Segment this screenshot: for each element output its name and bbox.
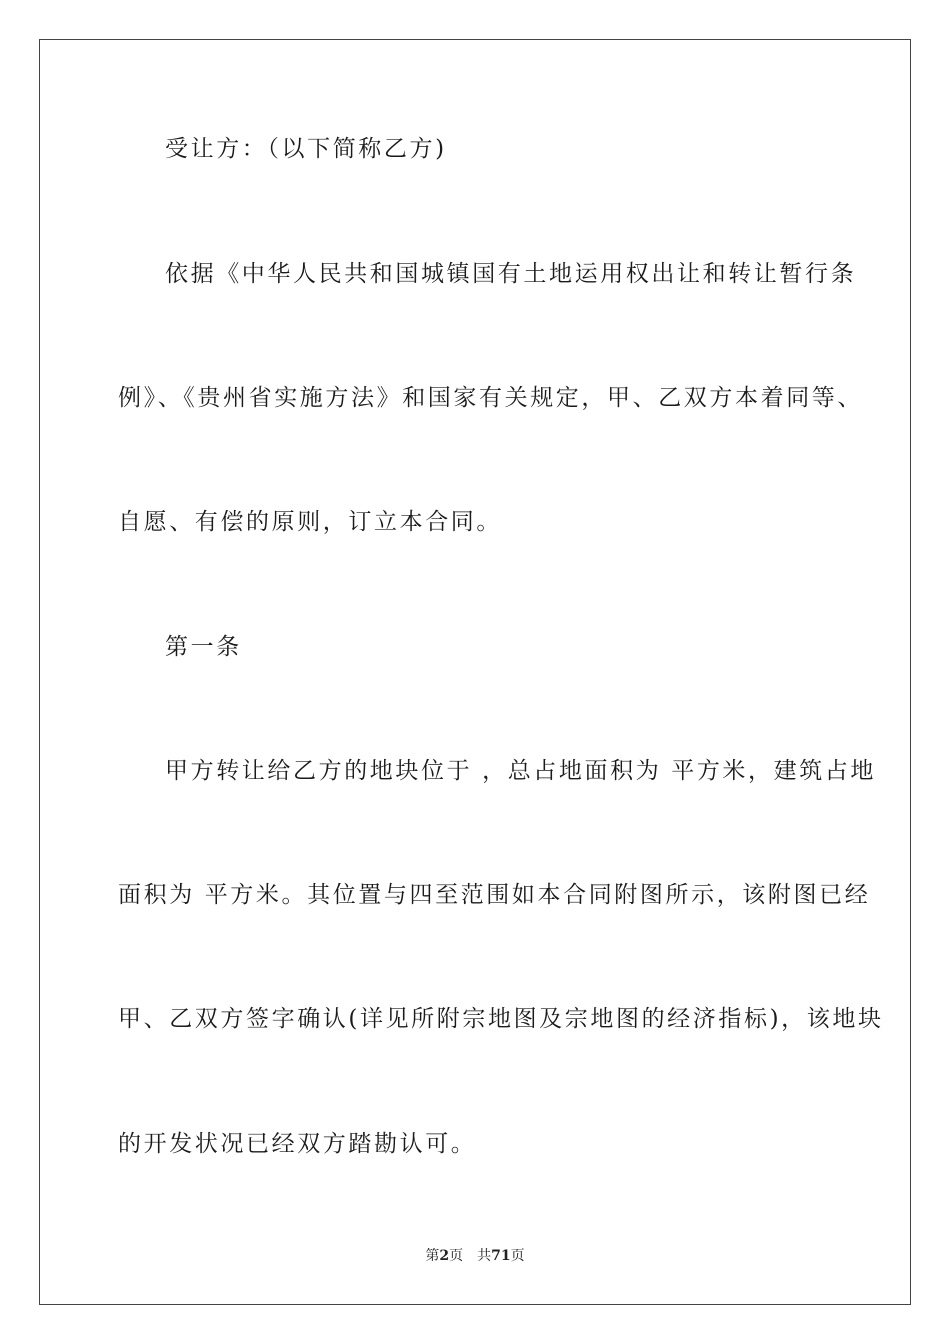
- paragraph-line-9: 的开发状况已经双方踏勘认可。: [118, 1131, 477, 1157]
- paragraph-line-6: 甲方转让给乙方的地块位于 ，总占地面积为 平方米，建筑占地: [165, 758, 877, 784]
- paragraph-line-4: 自愿、有偿的原则，订立本合同。: [118, 509, 502, 535]
- page-prefix: 第: [425, 1248, 440, 1264]
- total-suffix: 页: [510, 1248, 525, 1264]
- page-frame: [39, 39, 911, 1305]
- total-prefix: 共: [477, 1248, 492, 1264]
- paragraph-line-1: 受让方：（以下简称乙方): [165, 136, 447, 162]
- page-footer: [0, 1246, 950, 1266]
- paragraph-line-3: 例》、《贵州省实施方法》和国家有关规定，甲、乙双方本着同等、: [118, 385, 863, 411]
- page-suffix: 页: [449, 1248, 464, 1264]
- paragraph-line-7: 面积为 平方米。其位置与四至范围如本合同附图所示，该附图已经: [118, 882, 871, 908]
- paragraph-line-8: 甲、乙双方签字确认(详见所附宗地图及宗地图的经济指标)，该地块: [118, 1006, 884, 1032]
- article-heading: 第一条: [165, 634, 242, 660]
- total-pages: 71: [491, 1248, 511, 1264]
- paragraph-line-2: 依据《中华人民共和国城镇国有土地运用权出让和转让暂行条: [165, 261, 857, 287]
- page-number: 2: [439, 1248, 450, 1264]
